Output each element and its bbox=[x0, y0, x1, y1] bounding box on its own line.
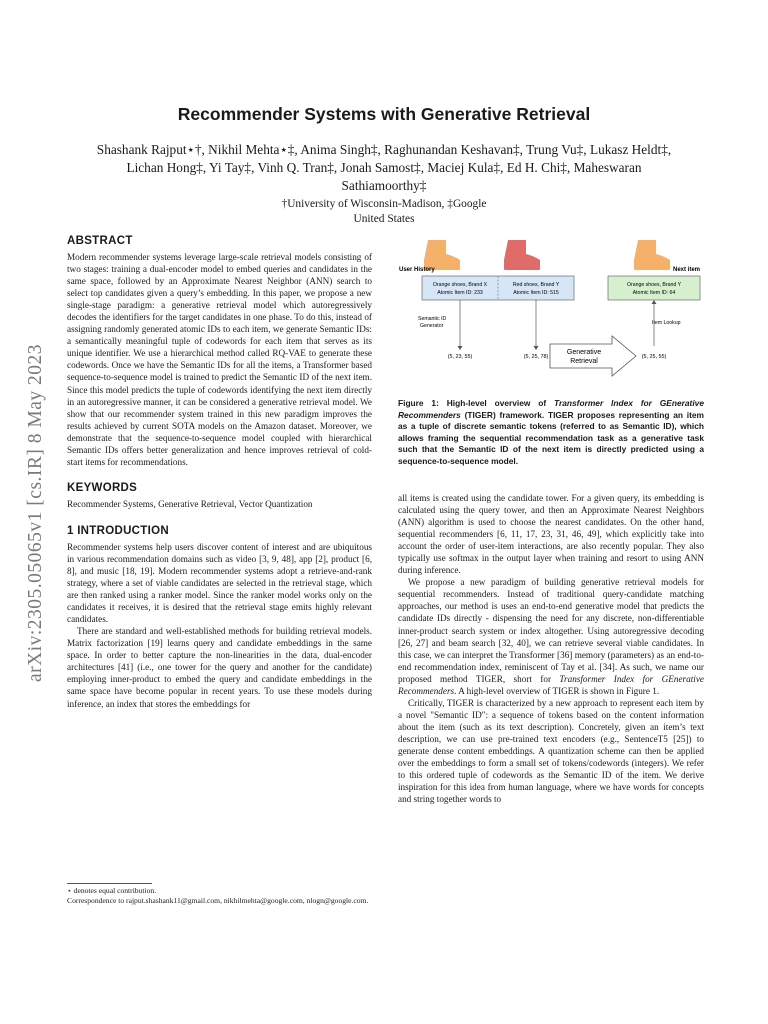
next-item-label: Next item bbox=[673, 267, 701, 273]
abstract-heading: ABSTRACT bbox=[67, 235, 133, 247]
footnote bbox=[67, 886, 372, 906]
right-paragraph-3: Critically, TIGER is characterized by a new approach to represent each item by a novel "Semantic ID": a sequence of tokens based on the content information about the item (such as its text description). Concretely, given an item’s text description, we can use pre-trained text encoders (e.g., SentenceT5 [25]) to generate dense content embeddings. A quantization scheme can then be applied over the embeddings to form a small set of tokens/codewords (integers). We refer to this ordered tuple of codewords as the Semantic ID of the item. We derive inspiration for this idea from human language, where we have words for concepts and string together words to bbox=[398, 697, 704, 805]
item-lookup-label: Item Lookup bbox=[652, 320, 681, 326]
author-list: Shashank Rajput⋆†, Nikhil Mehta⋆‡, Anima Singh‡, Raghunandan Keshavan‡, Trung Vu‡, Lukasz Heldt‡, Lichan Hong‡, Yi Tay‡, Vinh Q. Tran‡, Jonah Samost‡, Maciej Kula‡, Ed H. Chi‡, Maheswaran Sathiamoorthy‡ bbox=[96, 142, 672, 193]
footnote-equal-contribution: ⋆ denotes equal contribution. bbox=[67, 886, 157, 895]
affiliation-line: †University of Wisconsin-Madison, ‡Google bbox=[281, 198, 487, 210]
footnote-rule bbox=[67, 883, 152, 884]
arxiv-stamp bbox=[20, 283, 52, 743]
right-paragraph-2-a: We propose a new paradigm of building generative retrieval models for sequential recommenders. Instead of traditional query-candidate matching approaches, our method is uses an end-to-end generative model that predicts the candidate IDs directly - dispensing the need for any discrete, non-differentiable inner-product search system or index altogether. Using autoregressive decoding [26, 27] and beam search [32, 40], we can retrieve several viable candidates. In this case, we can interpret the Transformer [36] memory (parameters) as an end-to-end recommendation index, reminiscent of Tay et al. [34]. As such, we name our proposed method TIGER, short for bbox=[398, 577, 704, 684]
semantic-id-3: (5, 25, 55) bbox=[641, 354, 667, 360]
footnote-correspondence: Correspondence to rajput.shashank11@gmail.com, nikhilmehta@google.com, nlogn@google.com. bbox=[67, 896, 369, 905]
semantic-id-1: (5, 23, 55) bbox=[447, 354, 473, 360]
generative-retrieval-label-1: Generative bbox=[566, 349, 602, 356]
figure-diagram bbox=[398, 238, 708, 386]
keywords-heading: KEYWORDS bbox=[67, 481, 138, 494]
affiliations bbox=[84, 197, 684, 227]
affiliation-country: United States bbox=[353, 213, 415, 225]
semantic-id-2: (5, 25, 78) bbox=[523, 354, 549, 360]
orange-shoe-icon bbox=[424, 240, 460, 270]
semantic-id-generator-label-1: Semantic ID bbox=[418, 316, 447, 322]
next-item-box bbox=[608, 276, 700, 300]
generative-retrieval-arrow bbox=[550, 336, 636, 376]
semantic-id-generator-label-2: Generator bbox=[420, 323, 444, 329]
item2-atomic-id: Atomic Item ID: 515 bbox=[513, 290, 559, 296]
caption-rest: (TIGER) framework. TIGER proposes representing an item as a tuple of discrete semantic tokens (referred to as Semantic ID), which allows framing the sequential recommendation task as a generative task such that the Semantic ID of the next item is directly predicted using a sequence-to-sequence model. bbox=[398, 409, 704, 466]
introduction-heading: 1 INTRODUCTION bbox=[67, 524, 169, 537]
figure-1 bbox=[398, 238, 708, 386]
abstract-text: Modern recommender systems leverage large-scale retrieval models consisting of two stages: training a dual-encoder model to embed queries and candidates in the same space, followed by an Approximate Nearest Neighbor (ANN) search to select top candidates given a query’s embedding. In this paper, we propose a new single-stage paradigm: a generative retrieval model which autoregressively decodes the identifiers for the target candidates in one phase. To do this, instead of assigning randomly generated atomic IDs to each item, we generate Semantic IDs: a semantically meaningful tuple of codewords for each item that serves as its unique identifier. We use a hierarchical method called RQ-VAE to generate these codewords. Once we have the Semantic IDs for all the items, a Transformer based sequence-to-sequence model is trained to predict the Semantic ID of the next item. Since this model predicts the tuple of codewords identifying the next item directly in an autoregressive manner, it can be considered a generative retrieval model. We show that our recommender system trained in this new paradigm improves the results achieved by current SOTA models on the Amazon dataset. Moreover, we demonstrate that the sequence-to-sequence model coupled with hierarchical Semantic IDs offers better generalization and hence improves retrieval of cold-start items for recommendations. bbox=[67, 252, 372, 467]
orange-shoe-icon bbox=[634, 240, 670, 270]
item3-title: Orange shoes, Brand Y bbox=[626, 282, 682, 288]
paper-title: Recommender Systems with Generative Retrieval bbox=[177, 104, 591, 124]
left-column bbox=[67, 235, 372, 710]
right-column bbox=[398, 492, 704, 805]
caption-italic: Transformer Index for GEnerative Recommenders bbox=[398, 398, 704, 420]
arrowhead-3 bbox=[652, 300, 657, 304]
figure-caption bbox=[398, 398, 704, 468]
arxiv-stamp-text: arXiv:2305.05065v1 [cs.IR] 8 May 2023 bbox=[25, 343, 46, 683]
generative-retrieval-label-2: Retrieval bbox=[570, 358, 598, 365]
item3-atomic-id: Atomic Item ID: 64 bbox=[632, 290, 676, 296]
item1-atomic-id: Atomic Item ID: 233 bbox=[437, 290, 483, 296]
caption-prefix: Figure 1: High-level overview of bbox=[398, 398, 555, 408]
user-history-label: User History bbox=[399, 267, 435, 273]
intro-paragraph-2: There are standard and well-established methods for building retrieval models. Matrix factorization [19] learns query and candidate embeddings in the same space. In order to better capture the non-linearities in the data, dual-encoder architectures [41] (i.e., one tower for the query and another for the candidate) employing inner-product to embed the query and candidate embeddings in the same space have become popular in recent years. To use these models during inference, an index that stores the embeddings for bbox=[67, 626, 372, 709]
intro-paragraph-1: Recommender systems help users discover content of interest and are ubiquitous in various recommendation domains such as video [3, 9, 48], app [2], product [6, 8], and music [18, 19]. Modern recommender systems adopt a retrieve-and-rank strategy, where a set of viable candidates are selected in the retrieval stage, which are then ranked using a ranker model. Since the ranker model works only on the candidates it receives, it is desired that the retrieval stage emits highly relevant candidates. bbox=[67, 541, 372, 625]
keywords-text: Recommender Systems, Generative Retrieval, Vector Quantization bbox=[67, 498, 313, 509]
arrowhead-2 bbox=[534, 346, 539, 350]
right-paragraph-2-b: . A high-level overview of TIGER is shown in Figure 1. bbox=[454, 685, 660, 696]
right-paragraph-2 bbox=[398, 576, 704, 696]
arrowhead-1 bbox=[458, 346, 463, 350]
item1-title: Orange shoes, Brand X bbox=[432, 282, 488, 288]
item2-title: Red shoes, Brand Y bbox=[512, 282, 560, 288]
right-paragraph-2-italic: Transformer Index for GEnerative Recommenders bbox=[398, 673, 704, 696]
right-paragraph-1: all items is created using the candidate tower. For a given query, its embedding is calculated using the query tower, and then an Approximate Nearest Neighbors (ANN) algorithm is used to choose the nearest candidates. On the other hand, sequential recommenders [6, 11, 17, 23, 31, 46, 49], which explicitly take into account the order of user-item interactions, are also recently popular. They also typically use softmax in the output layer when training and resort to using ANN during inference. bbox=[398, 493, 704, 576]
red-shoe-icon bbox=[504, 240, 540, 270]
